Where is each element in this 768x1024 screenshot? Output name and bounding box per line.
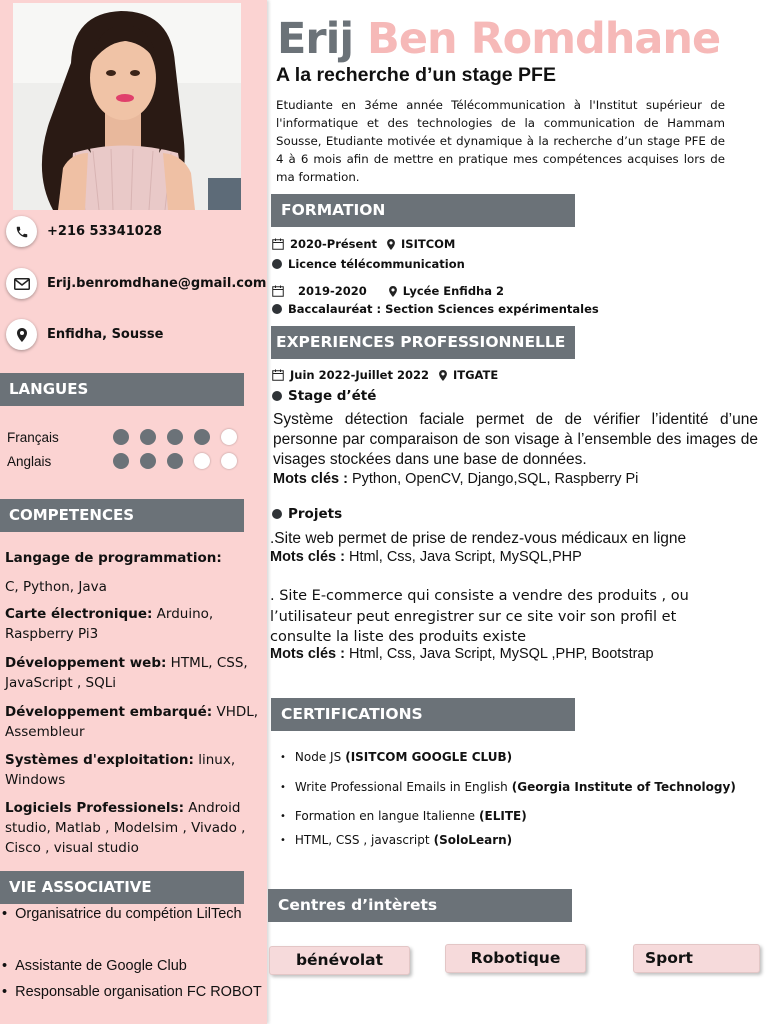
skill-label: Carte électronique: [5, 606, 153, 622]
association-item: • Organisatrice du compétion LilTech [2, 906, 242, 922]
language-level [113, 453, 248, 469]
skill-value: linux, Windows [5, 752, 236, 788]
intro-paragraph: Etudiante en 3éme année Télécommunication à l'Institut supérieur de l'informatique et des technologies de la communication de Hammam Sousse, Etudiante motivée et dynamique à la recherche d’un stage PFE de 4 à 6 mois afin de mettre en pratique mes compétences acquises lors de ma formation. [276, 98, 725, 184]
formation-date: 2020-Présent [290, 237, 378, 251]
certification-org: (Georgia Institute of Technology) [511, 780, 736, 794]
certification-item [280, 750, 512, 764]
skill-item [5, 653, 263, 693]
bullet-icon [272, 304, 282, 314]
formation-meta [272, 235, 455, 253]
formation-degree: Licence télécommunication [272, 257, 465, 271]
profile-photo [13, 3, 241, 210]
level-dot [194, 429, 210, 445]
contact-phone [6, 216, 162, 247]
langues-heading: LANGUES [0, 373, 244, 406]
language-name: Anglais [7, 453, 52, 469]
level-dot [194, 453, 210, 469]
level-dot [113, 429, 129, 445]
skill-item [5, 548, 263, 568]
vie-associative-heading: VIE ASSOCIATIVE [0, 871, 244, 904]
interest-tag: Robotique [445, 944, 586, 973]
skill-value: HTML, CSS, JavaScript , SQLi [5, 655, 248, 691]
sidebar [0, 0, 267, 1024]
level-dot [140, 453, 156, 469]
project-description: .Site web permet de prise de rendez-vous médicaux en ligne [270, 530, 687, 547]
phone-number: +216 53341028 [47, 224, 162, 239]
bullet-icon [272, 509, 282, 519]
experience-meta [272, 366, 498, 384]
location-pin-icon [439, 370, 447, 381]
certifications-heading: CERTIFICATIONS [271, 698, 575, 731]
skill-item [5, 750, 263, 790]
interets-heading: Centres d’intèrets [268, 889, 572, 922]
formation-heading: FORMATION [271, 194, 575, 227]
bullet-icon: • [280, 751, 286, 763]
formation-place: ISITCOM [401, 237, 456, 251]
certification-item [280, 833, 512, 847]
level-dot [167, 453, 183, 469]
experience-date: Juin 2022-Juillet 2022 [290, 368, 429, 382]
bullet-icon: • [2, 984, 8, 1000]
location-pin-icon [387, 239, 395, 250]
skill-label: Systèmes d'exploitation: [5, 752, 194, 768]
certification-name: Write Professional Emails in English [294, 780, 508, 794]
experience-role: Stage d’été [272, 388, 376, 404]
association-item: • Responsable organisation FC ROBOT [2, 984, 262, 1000]
skill-label: Développement embarqué: [5, 704, 213, 720]
skill-value: Android studio, Matlab , Modelsim , Vivado , Cisco , visual studio [5, 800, 246, 856]
location-text: Enfidha, Sousse [47, 327, 164, 342]
association-item: • Assistante de Google Club [2, 958, 187, 974]
experiences-heading: EXPERIENCES PROFESSIONNELLE [271, 326, 575, 359]
formation-place: Lycée Enfidha 2 [402, 284, 505, 298]
full-name [277, 14, 720, 64]
competences-heading: COMPETENCES [0, 499, 244, 532]
skill-item [5, 702, 263, 742]
level-dot [113, 453, 129, 469]
skill-value: C, Python, Java [5, 579, 107, 595]
experience-description: Système détection faciale permet de de vérifier l’identité d’une personne par comparaison de son visage à l’ensemble des images de visages stockées dans une base de données. [273, 411, 758, 468]
bullet-icon: • [2, 906, 8, 922]
language-level [113, 429, 248, 445]
certification-org: (ELITE) [479, 809, 527, 823]
calendar-icon [272, 285, 284, 297]
bullet-icon: • [280, 834, 286, 846]
bullet-icon [272, 391, 282, 401]
level-dot [167, 429, 183, 445]
language-name: Français [7, 429, 59, 445]
phone-icon [6, 216, 37, 247]
skill-value: Arduino, Raspberry Pi3 [5, 606, 214, 642]
certification-item [280, 809, 527, 823]
certification-org: (SoloLearn) [433, 833, 513, 847]
language-row [7, 451, 248, 471]
certification-name: HTML, CSS , javascript [294, 833, 430, 847]
envelope-icon [6, 268, 37, 299]
skill-value: VHDL, Assembleur [5, 704, 259, 740]
level-dot [221, 453, 237, 469]
interest-tag: bénévolat [269, 946, 410, 975]
project-keywords: Mots clés : Html, Css, Java Script, MySQL,PHP [270, 549, 582, 565]
interest-tag: Sport [633, 944, 760, 973]
level-dot [221, 429, 237, 445]
calendar-icon [272, 369, 284, 381]
formation-degree: Baccalauréat : Section Sciences expérimentales [272, 302, 599, 316]
skill-label: Logiciels Professionels: [5, 800, 184, 816]
projets-label: Projets [272, 506, 342, 522]
skill-label: Développement web: [5, 655, 167, 671]
last-name: Ben Romdhane [367, 14, 721, 64]
skill-item [5, 798, 263, 858]
certification-org: (ISITCOM GOOGLE CLUB) [345, 750, 513, 764]
experience-keywords: Mots clés : Python, OpenCV, Django,SQL, Raspberry Pi [273, 471, 639, 487]
contact-email [6, 268, 266, 299]
certification-item [280, 780, 736, 794]
contact-location [6, 319, 163, 350]
skill-item [5, 577, 263, 597]
headline: A la recherche d’un stage PFE [276, 64, 556, 86]
location-pin-icon [389, 286, 397, 297]
language-row [7, 427, 248, 447]
location-pin-icon [6, 319, 37, 350]
certification-name: Formation en langue Italienne [294, 809, 476, 823]
formation-meta [272, 282, 504, 300]
calendar-icon [272, 238, 284, 250]
bullet-icon [272, 259, 282, 269]
project-description: . Site E-commerce qui consiste a vendre des produits , ou l’utilisateur peut enregistrer sur ce site voir son profil et consulte la liste des produits existe [270, 588, 689, 645]
bullet-icon: • [2, 958, 8, 974]
level-dot [140, 429, 156, 445]
experience-company: ITGATE [452, 368, 499, 382]
skill-item [5, 604, 263, 644]
bullet-icon: • [280, 810, 286, 822]
first-name: Erij [277, 14, 354, 64]
skill-label: Langage de programmation: [5, 550, 222, 566]
formation-date: 2019-2020 [298, 284, 367, 298]
certification-name: Node JS [294, 750, 342, 764]
email-address[interactable]: Erij.benromdhane@gmail.com [47, 276, 267, 291]
project-keywords: Mots clés : Html, Css, Java Script, MySQL ,PHP, Bootstrap [270, 646, 654, 662]
bullet-icon: • [280, 781, 286, 793]
